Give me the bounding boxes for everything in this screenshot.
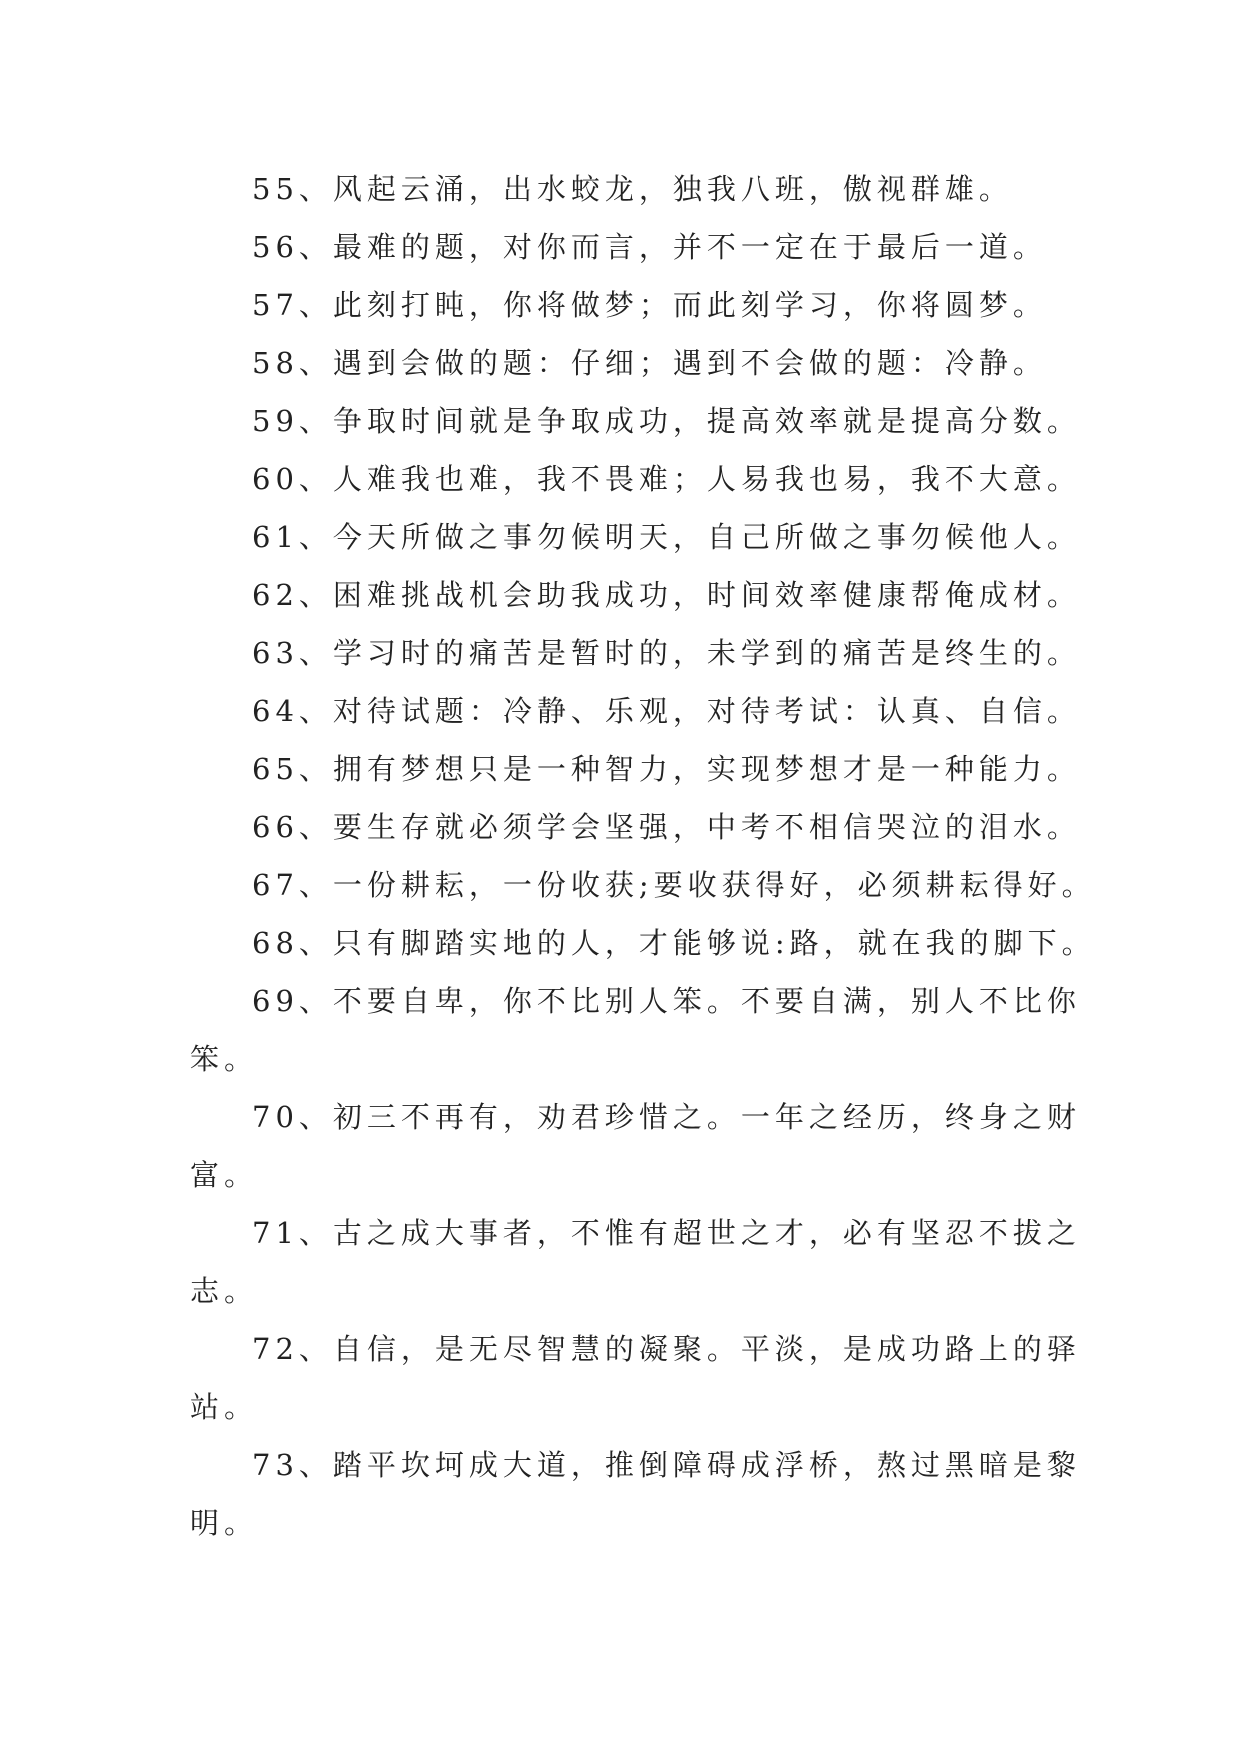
quote-line: 61、今天所做之事勿候明天，自己所做之事勿候他人。	[252, 520, 1081, 554]
quote-line-continuation: 富。	[190, 1158, 259, 1192]
quote-list	[190, 160, 1096, 1552]
quote-line: 59、争取时间就是争取成功，提高效率就是提高分数。	[252, 404, 1081, 438]
quote-line: 64、对待试题：冷静、乐观，对待考试：认真、自信。	[252, 694, 1081, 728]
quote-line-continuation: 志。	[190, 1274, 259, 1308]
quote-line: 62、困难挑战机会助我成功，时间效率健康帮俺成材。	[252, 578, 1081, 612]
quote-line: 60、人难我也难，我不畏难；人易我也易，我不大意。	[252, 462, 1081, 496]
quote-line-continuation: 明。	[190, 1506, 259, 1540]
quote-line: 67、一份耕耘，一份收获;要收获得好，必须耕耘得好。	[252, 868, 1096, 902]
quote-line: 66、要生存就必须学会坚强，中考不相信哭泣的泪水。	[252, 810, 1081, 844]
quote-line: 73、踏平坎坷成大道，推倒障碍成浮桥，熬过黑暗是黎	[252, 1448, 1081, 1482]
quote-line: 55、风起云涌，出水蛟龙，独我八班，傲视群雄。	[252, 172, 1013, 206]
quote-line-continuation: 站。	[190, 1390, 259, 1424]
quote-line: 58、遇到会做的题：仔细；遇到不会做的题：冷静。	[252, 346, 1047, 380]
quote-line: 63、学习时的痛苦是暂时的，未学到的痛苦是终生的。	[252, 636, 1081, 670]
quote-line: 72、自信，是无尽智慧的凝聚。平淡，是成功路上的驿	[252, 1332, 1081, 1366]
quote-line: 69、不要自卑，你不比别人笨。不要自满，别人不比你	[252, 984, 1081, 1018]
quote-line: 57、此刻打盹，你将做梦；而此刻学习，你将圆梦。	[252, 288, 1047, 322]
quote-line: 68、只有脚踏实地的人，才能够说:路，就在我的脚下。	[252, 926, 1096, 960]
quote-line: 65、拥有梦想只是一种智力，实现梦想才是一种能力。	[252, 752, 1081, 786]
quote-line: 56、最难的题，对你而言，并不一定在于最后一道。	[252, 230, 1047, 264]
quote-line: 70、初三不再有，劝君珍惜之。一年之经历，终身之财	[252, 1100, 1081, 1134]
quote-line: 71、古之成大事者，不惟有超世之才，必有坚忍不拔之	[252, 1216, 1081, 1250]
quote-line-continuation: 笨。	[190, 1042, 259, 1076]
